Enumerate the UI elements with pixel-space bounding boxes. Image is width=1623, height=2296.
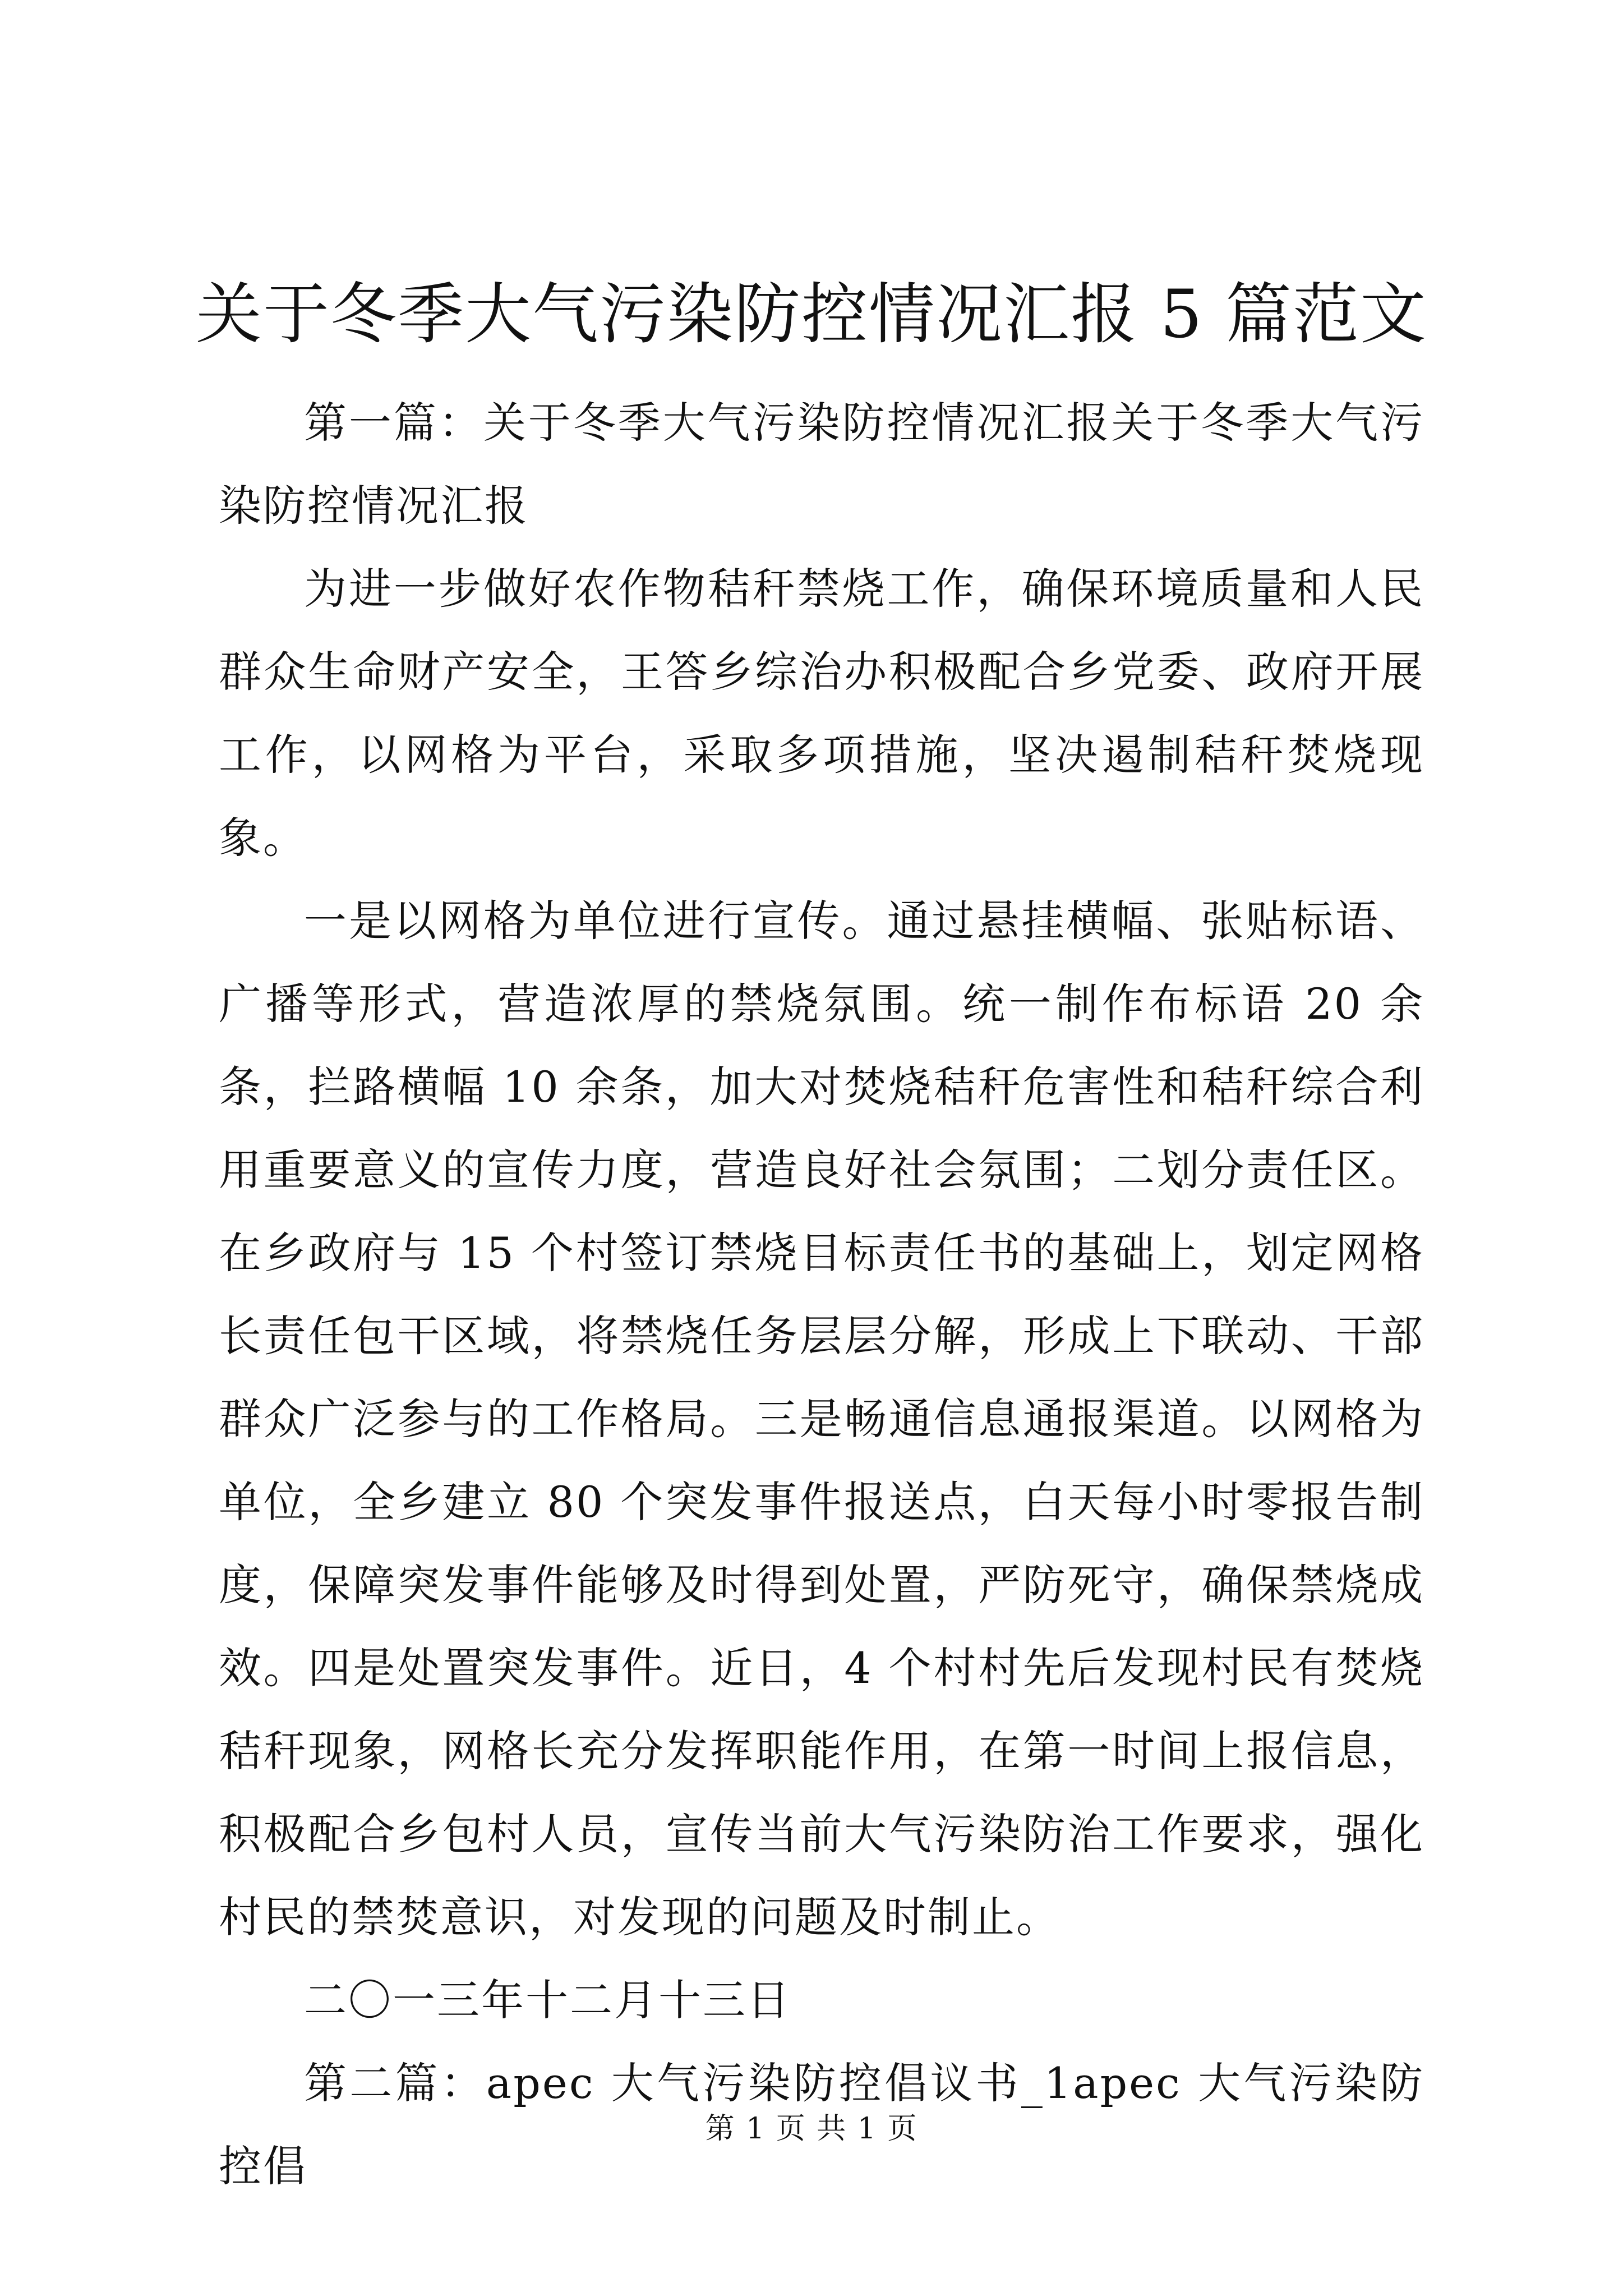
paragraph-section-heading-2: 第二篇：apec 大气污染防控倡议书_1apec 大气污染防控倡 <box>219 2058 1424 2191</box>
paragraph-intro: 为进一步做好农作物秸秆禁烧工作，确保环境质量和人民群众生命财产安全，王答乡综治办积极配合乡党委、政府开展工作，以网格为平台，采取多项措施，坚决遏制秸秆焚烧现象。 <box>219 564 1424 863</box>
paragraph-measures: 一是以网格为单位进行宣传。通过悬挂横幅、张贴标语、广播等形式，营造浓厚的禁烧氛围。统一制作布标语 20 余条，拦路横幅 10 余条，加大对焚烧秸秆危害性和秸秆综合利用重要意义的宣传力度，营造良好社会氛围；二划分责任区。在乡政府与 15 个村签订禁烧目标责任书的基础上，划定网格长责任包干区域，将禁烧任务层层分解，形成上下联动、干部群众广泛参与的工作格局。三是畅通信息通报渠道。以网格为单位，全乡建立 80 个突发事件报送点，白天每小时零报告制度，保障突发事件能够及时得到处置，严防死守，确保禁烧成效。四是处置突发事件。近日，4 个村村先后发现村民有焚烧秸秆现象，网格长充分发挥职能作用，在第一时间上报信息，积极配合乡包村人员，宣传当前大气污染防治工作要求，强化村民的禁焚意识，对发现的问题及时制止。 <box>219 896 1424 1942</box>
document-title: 关于冬季大气污染防控情况汇报 5 篇范文 <box>195 275 1428 353</box>
document-body <box>219 381 1424 2208</box>
paragraph-section-heading-1: 第一篇：关于冬季大气污染防控情况汇报关于冬季大气污染防控情况汇报 <box>219 398 1424 531</box>
page-footer: 第 1 页 共 1 页 <box>705 2112 918 2146</box>
paragraph-date: 二〇一三年十二月十三日 <box>304 1975 791 2025</box>
